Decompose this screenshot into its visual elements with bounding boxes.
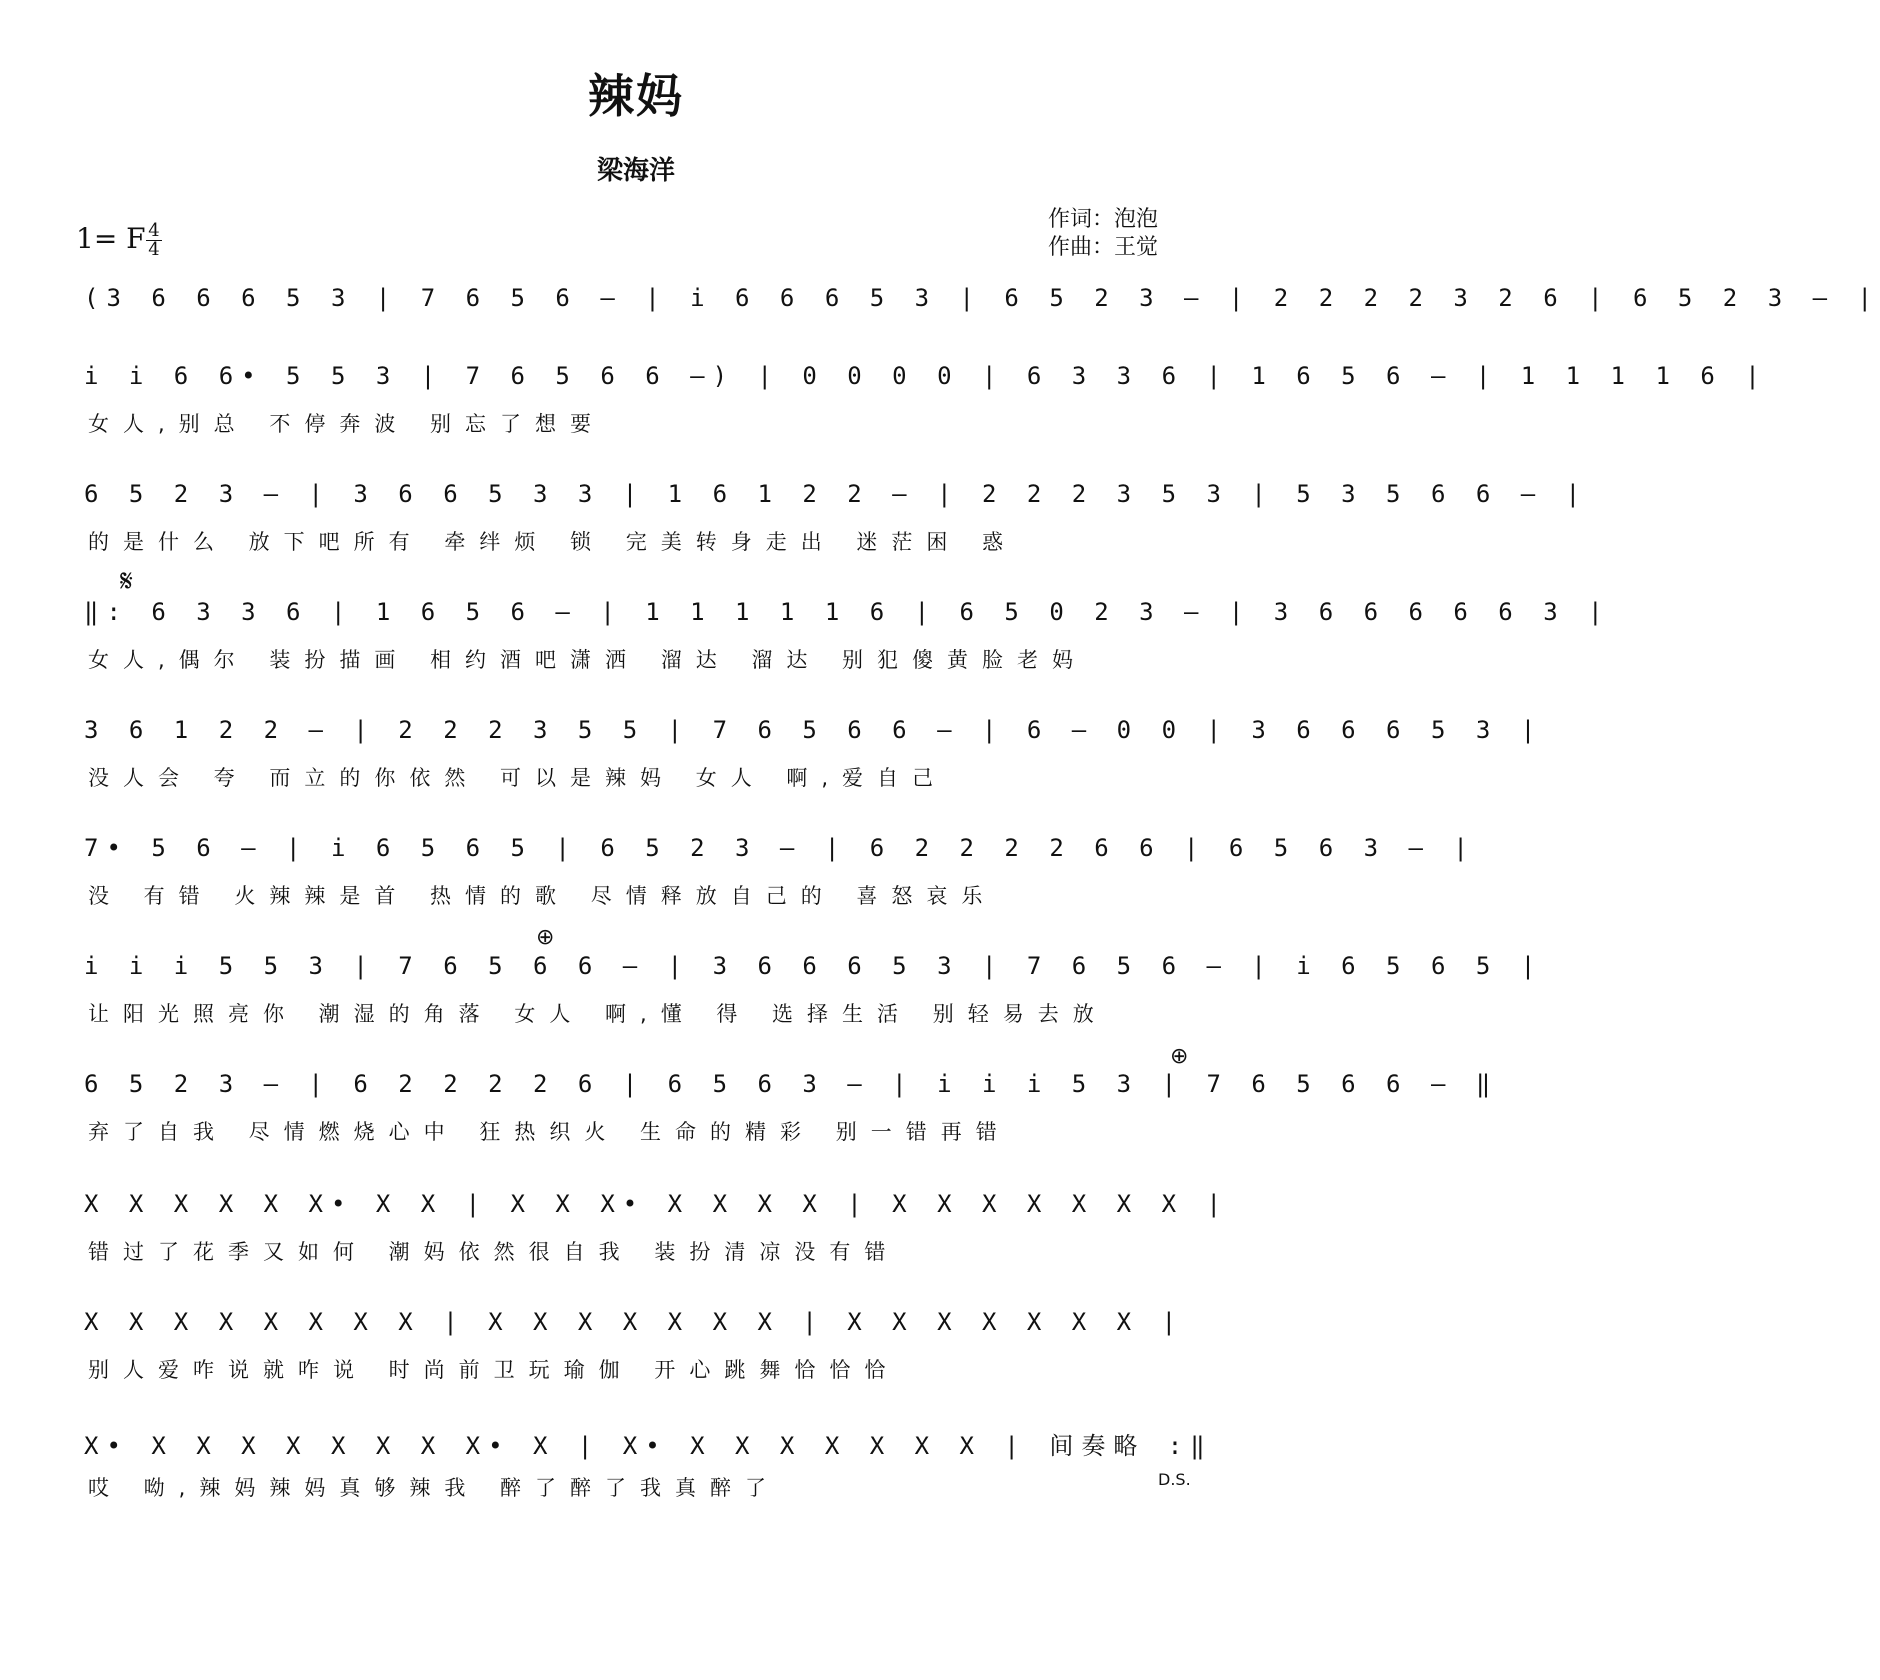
composer: 作曲：王觉	[1048, 235, 1159, 260]
segno-sign: 𝄋	[120, 564, 133, 599]
lyrics-line: 没 有错 火辣辣是首 热情的歌 尽情释放自己的 喜怒哀乐	[88, 884, 997, 908]
notes-line: i i 6 6• 5 5 3 | 7 6 5 6 6 –) | 0 0 0 0 | 6 3 3 6 | 1 6 5 6 – | 1 1 1 1 6 |	[84, 362, 1768, 390]
notes-line: i i i 5 5 3 | 7 6 5 6 6 – | 3 6 6 6 5 3 | 7 6 5 6 – | i 6 5 6 5 |	[84, 952, 1544, 980]
notes-line: X• X X X X X X X X• X | X• X X X X X X X | 间奏略 :‖	[84, 1432, 1213, 1460]
lyrics-line: 女人,偶尔 装扮描画 相约酒吧潇洒 溜达 溜达 别犯傻黄脸老妈	[88, 648, 1088, 672]
singer-name: 梁海洋	[596, 156, 675, 186]
notes-line: X X X X X X• X X | X X X• X X X X | X X X X X X X |	[84, 1190, 1229, 1218]
coda-sign-1: ⊕	[536, 925, 555, 950]
time-signature	[146, 222, 162, 259]
notes-line: 6 5 2 3 – | 3 6 6 5 3 3 | 1 6 1 2 2 – | 2 2 2 3 5 3 | 5 3 5 6 6 – |	[84, 480, 1589, 508]
notes-line: (3 6 6 6 5 3 | 7 6 5 6 – | i 6 6 6 5 3 | 6 5 2 3 – | 2 2 2 2 3 2 6 | 6 5 2 3 – |	[84, 284, 1880, 312]
notes-line: ‖: 6 3 3 6 | 1 6 5 6 – | 1 1 1 1 1 6 | 6 5 0 2 3 – | 3 6 6 6 6 6 3 |	[84, 598, 1611, 626]
lyrics-line: 弃了自我 尽情燃烧心中 狂热织火 生命的精彩 别一错再错	[88, 1120, 1011, 1144]
key-signature: 1= F	[76, 222, 146, 255]
credits	[1048, 206, 1158, 262]
coda-sign-2: ⊕	[1170, 1044, 1189, 1069]
lyrics-line: 错过了花季又如何 潮妈依然很自我 装扮清凉没有错	[88, 1240, 900, 1264]
lyrics-line: 别人爱咋说就咋说 时尚前卫玩瑜伽 开心跳舞恰恰恰	[88, 1358, 900, 1382]
lyrics-line: 让阳光照亮你 潮湿的角落 女人 啊,懂 得 选择生活 别轻易去放	[88, 1002, 1108, 1026]
lyrics-line: 的是什么 放下吧所有 牵绊烦 锁 完美转身走出 迷茫困 惑	[88, 530, 1018, 554]
time-bottom: 4	[148, 239, 160, 260]
song-title: 辣妈	[588, 69, 684, 123]
lyrics-line: 女人,别总 不停奔波 别忘了想要	[88, 412, 606, 436]
notes-line: 3 6 1 2 2 – | 2 2 2 3 5 5 | 7 6 5 6 6 – | 6 – 0 0 | 3 6 6 6 5 3 |	[84, 716, 1544, 744]
time-top: 4	[146, 222, 162, 241]
lyrics-line: 哎 呦,辣妈辣妈真够辣我 醉了醉了我真醉了	[88, 1476, 781, 1500]
notes-line: X X X X X X X X | X X X X X X X | X X X X X X X |	[84, 1308, 1185, 1336]
notes-line: 7• 5 6 – | i 6 5 6 5 | 6 5 2 3 – | 6 2 2 2 2 6 6 | 6 5 6 3 – |	[84, 834, 1476, 862]
ds-marking: D.S.	[1158, 1470, 1191, 1489]
lyricist: 作词：泡泡	[1048, 207, 1159, 232]
notes-line: 6 5 2 3 – | 6 2 2 2 2 6 | 6 5 6 3 – | i i i 5 3 | 7 6 5 6 6 – ‖	[84, 1070, 1499, 1098]
lyrics-line: 没人会 夸 而立的你依然 可以是辣妈 女人 啊,爱自己	[88, 766, 948, 790]
